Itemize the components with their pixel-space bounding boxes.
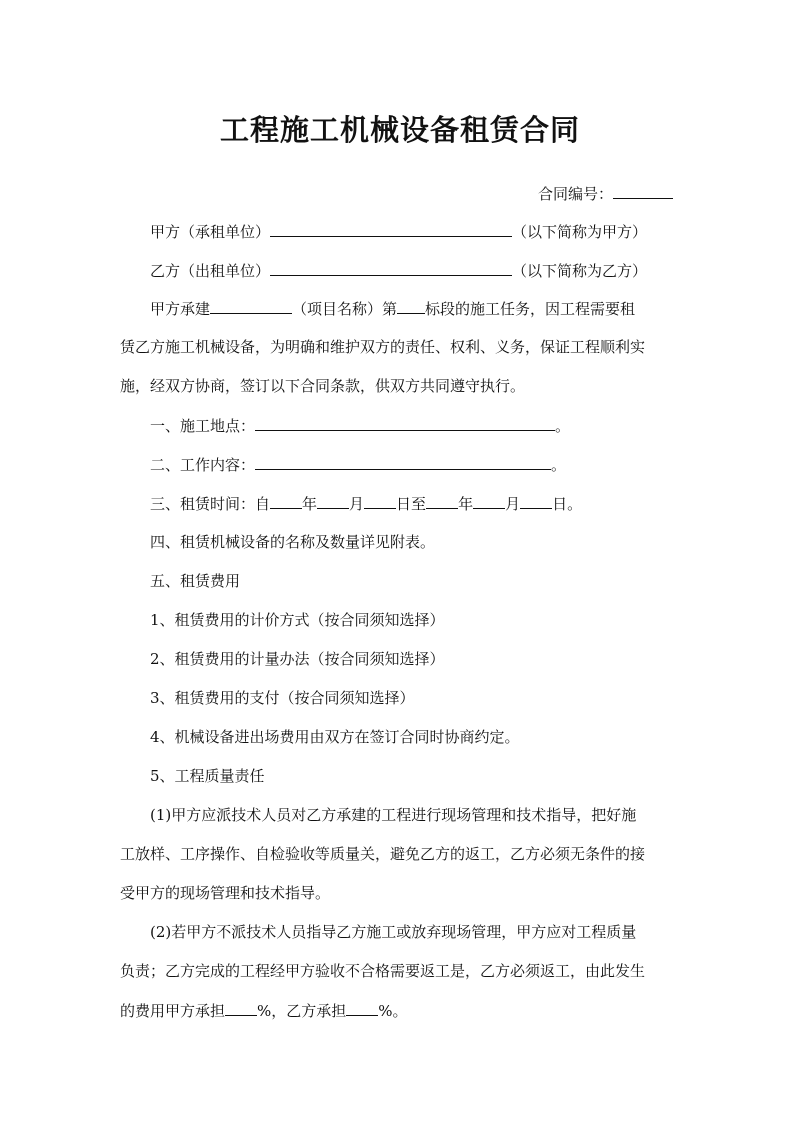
party-a-blank[interactable] [270,221,512,237]
item-4: 四、租赁机械设备的名称及数量详见附表。 [150,533,436,551]
unit-text: 日。 [552,495,583,513]
start-month-blank[interactable] [317,493,349,509]
unit-text: 日至 [396,495,427,513]
intro-line-1 [150,298,635,319]
party-b-line [150,260,647,281]
para-2-text: %。 [378,1002,408,1020]
para-2-text: 的费用甲方承担 [120,1002,226,1020]
site-blank[interactable] [255,415,555,431]
end-year-blank[interactable] [426,493,458,509]
item-2-label: 二、工作内容： [150,456,256,474]
para-1-line-3: 受甲方的现场管理和技术指导。 [120,884,331,902]
contract-number-line [538,183,673,204]
unit-text: 年 [302,495,318,513]
party-a-percent-blank[interactable] [225,1000,257,1016]
party-b-percent-blank[interactable] [346,1000,378,1016]
party-b-blank[interactable] [270,260,512,276]
party-a-suffix: （以下简称为甲方） [512,223,648,241]
item-1-label: 一、施工地点： [150,417,256,435]
unit-text: 年 [458,495,474,513]
item-2-work [150,454,566,475]
para-2-text: %，乙方承担 [257,1002,347,1020]
para-1-line-1: (1)甲方应派技术人员对乙方承建的工程进行现场管理和技术指导，把好施 [150,806,637,824]
para-1-line-2: 工放样、工序操作、自检验收等质量关，避免乙方的返工，乙方必须无条件的接 [120,845,646,863]
item-1-end: 。 [555,417,571,435]
intro-text: （项目名称）第 [292,300,398,318]
sub-item-2: 2、租赁费用的计量办法（按合同须知选择） [150,650,445,668]
sub-item-1: 1、租赁费用的计价方式（按合同须知选择） [150,611,445,629]
end-month-blank[interactable] [473,493,505,509]
para-2-line-1: (2)若甲方不派技术人员指导乙方施工或放弃现场管理，甲方应对工程质量 [150,923,637,941]
work-content-blank[interactable] [255,454,551,470]
section-number-blank[interactable] [397,298,425,314]
sub-item-3: 3、租赁费用的支付（按合同须知选择） [150,689,415,707]
item-5-heading: 五、租赁费用 [150,572,241,590]
project-name-blank[interactable] [210,298,292,314]
party-a-line [150,221,647,242]
party-b-label: 乙方（出租单位） [150,262,271,280]
intro-text: 标段的施工任务，因工程需要租 [425,300,636,318]
item-3-label: 三、租赁时间：自 [150,495,271,513]
item-3-period [150,493,582,514]
unit-text: 月 [349,495,365,513]
contract-number-blank[interactable] [613,183,673,199]
para-2-line-3 [120,1000,408,1021]
start-year-blank[interactable] [270,493,302,509]
party-a-label: 甲方（承租单位） [150,223,271,241]
para-2-line-2: 负责；乙方完成的工程经甲方验收不合格需要返工是，乙方必须返工，由此发生 [120,962,646,980]
unit-text: 月 [505,495,521,513]
document-title: 工程施工机械设备租赁合同 [219,113,580,147]
intro-line-2: 赁乙方施工机械设备，为明确和维护双方的责任、权利、义务，保证工程顺利实 [120,338,646,356]
party-b-suffix: （以下简称为乙方） [512,262,648,280]
contract-number-label: 合同编号： [538,185,614,203]
intro-line-3: 施，经双方协商，签订以下合同条款，供双方共同遵守执行。 [120,377,526,395]
intro-text: 甲方承建 [150,300,211,318]
sub-item-5: 5、工程质量责任 [150,767,265,785]
item-2-end: 。 [551,456,567,474]
item-1-site [150,415,570,436]
start-day-blank[interactable] [364,493,396,509]
end-day-blank[interactable] [520,493,552,509]
sub-item-4: 4、机械设备进出场费用由双方在签订合同时协商约定。 [150,728,520,746]
